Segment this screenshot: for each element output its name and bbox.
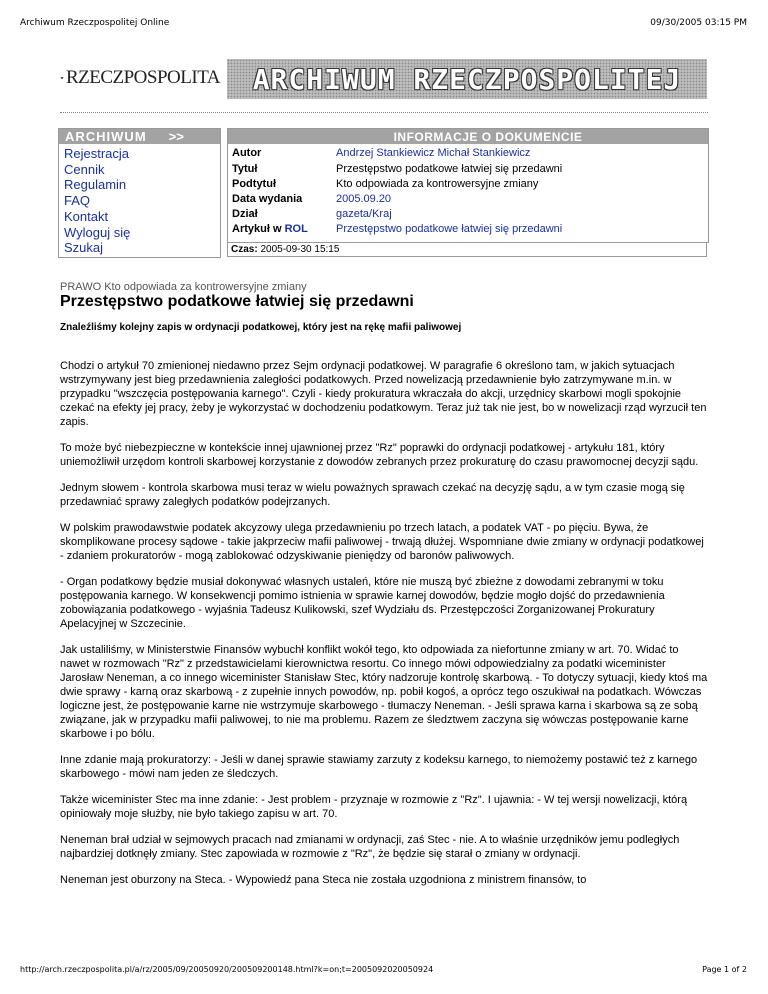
info-value-tytul: Przestępstwo podatkowe łatwiej się przedawni [336, 163, 563, 175]
article-paragraph: - Organ podatkowy będzie musiał dokonywać własnych ustaleń, które nie muszą być zbieżne z dowodami zebranymi w toku postępowania karnego. W konsekwencji pomimo istnienia w sprawie karnej dowodów, będzie mogło dojść do przedawnienia zobowiązania podatkowego - wyjaśnia Tadeusz Kulikowski, szef Wydziału ds. Przestępczości Zorganizowanej Prokuratury Apelacyjnej w Szczecinie. [60, 576, 665, 630]
article-body [60, 359, 710, 899]
article-title: Przestępstwo podatkowe łatwiej się przedawni [60, 293, 414, 310]
info-value-artykul[interactable]: Przestępstwo podatkowe łatwiej się przedawni [336, 223, 563, 235]
print-header-site: Archiwum Rzeczpospolitej Online [20, 18, 170, 28]
info-value-autor[interactable]: Andrzej Stankiewicz Michał Stankiewicz [336, 147, 531, 159]
info-label-tytul: Tytuł [232, 163, 258, 175]
sidebar-list [59, 146, 220, 256]
czas-label: Czas: [231, 244, 258, 255]
sidebar-item-regulamin[interactable]: Regulamin [64, 177, 127, 193]
footer-url: http://arch.rzeczpospolita.pl/a/rz/2005/09/20050920/200509200148.html?k=on;t=2005092020050924 [20, 965, 434, 974]
info-label-artykul [232, 223, 308, 235]
sidebar-title: ARCHIWUM [65, 129, 147, 144]
article-paragraph: Neneman brał udział w sejmowych pracach nad zmianami w ordynacji, zaś Stec - nie. A to właśnie urzędników jemu podległych najbardziej dotknęły zmiany. Stec zapowiada w rozmowie z "Rz", że będzie się starał o zmiany w ordynacji. [60, 834, 680, 860]
article-paragraph: Inne zdanie mają prokuratorzy: - Jeśli w danej sprawie stawiamy zarzuty z kodeksu karnego, to niemożemy postawić też z karnego skarbowego - mówi nam jeden ze śledczych. [60, 754, 698, 780]
sidebar-item-faq[interactable]: FAQ [64, 193, 91, 209]
info-panel-title: INFORMACJE O DOKUMENCIE [228, 129, 708, 144]
info-label-autor: Autor [232, 147, 262, 159]
article-paragraph: W polskim prawodawstwie podatek akcyzowy ulega przedawnieniu po trzech latach, a podatek VAT - po pięciu. Bywa, że skomplikowane procesy sądowe - takie jakprzeciw mafii paliwowej - trwają dłużej. Wspomniane dwie zmiany w ordynacji podatkowej - zdaniem prokuratorów - mogą zablokować odzyskiwanie pieniędzy od baronów paliwowych. [60, 522, 704, 562]
document-info-panel [227, 128, 709, 243]
info-label-data: Data wydania [232, 193, 303, 205]
info-value-podtytul: Kto odpowiada za kontrowersyjne zmiany [336, 178, 539, 190]
sidebar-item-cennik[interactable]: Cennik [64, 161, 105, 177]
sidebar-item-kontakt[interactable]: Kontakt [64, 208, 109, 224]
banner-title: ARCHIWUM RZECZPOSPOLITEJ [252, 62, 682, 96]
archive-banner [227, 59, 707, 99]
article-paragraph: Także wiceminister Stec ma inne zdanie: - Jest problem - przyznaje w rozmowie z "Rz". I ujawnia: - W tej wersji nowelizacji, którą opiniowały moje służby, nie było takiego zapisu w art. 70. [60, 794, 688, 820]
info-label-artykul-prefix: Artykuł w [232, 223, 285, 235]
info-label-dzial: Dział [232, 208, 258, 220]
rzeczpospolita-logo[interactable] [60, 60, 220, 96]
article-paragraph: Jednym słowem - kontrola skarbowa musi teraz w wielu poważnych sprawach czekać na decyzję sądu, a w tym czasie mogą się przedawniać sprawy zaległych podatków podejrzanych. [60, 482, 685, 508]
czas-value: 2005-09-30 15:15 [260, 244, 340, 255]
header-divider [60, 112, 708, 113]
sidebar-item-wyloguj[interactable]: Wyloguj się [64, 224, 131, 240]
sidebar-nav [58, 128, 221, 258]
footer-page: Page 1 of 2 [702, 965, 747, 974]
info-label-podtytul: Podtytuł [232, 178, 276, 190]
article-kicker: PRAWO Kto odpowiada za kontrowersyjne zmiany [60, 281, 307, 293]
logo-text: RZECZPOSPOLITA [65, 67, 220, 88]
rol-link[interactable]: ROL [284, 223, 308, 235]
print-header-datetime: 09/30/2005 03:15 PM [650, 18, 747, 28]
article-paragraph: Chodzi o artykuł 70 zmienionej niedawno przez Sejm ordynacji podatkowej. W paragrafie 6 określono tam, w jakich sytuacjach wstrzymywany jest bieg przedawnienia zaległości podatkowych. Przed nowelizacją przedawnienie było zatrzymywane m.in. w przypadku "wszczęcia postępowania karnego". Czyli - kiedy prokuratura wkraczała do akcji, urzędnicy skarbowi mogli spokojnie czekać na efekty jej pracy, żeby je wykorzystać w dochodzeniu podatkowym. Teraz już tak nie jest, bo w nowelizacji rząd wyrzucił ten zapis. [60, 360, 707, 428]
czas-bar [227, 243, 707, 257]
article-paragraph: To może być niebezpieczne w kontekście innej ujawnionej przez "Rz" poprawki do ordynacji podatkowej - artykułu 181, który uniemożliwił urzędom kontroli skarbowej korzystanie z dowodów zebranych przez prokuraturę do czasu prawomocnej decyzji sądu. [60, 442, 699, 468]
article-paragraph: Neneman jest oburzony na Steca. - Wypowiedź pana Steca nie została uzgodniona z ministrem finansów, to [60, 874, 587, 886]
info-value-data[interactable]: 2005.09.20 [336, 193, 392, 205]
sidebar-arrow[interactable]: >> [168, 129, 184, 144]
sidebar-item-szukaj[interactable]: Szukaj [64, 240, 104, 256]
article-paragraph: Jak ustaliliśmy, w Ministerstwie Finansów wybuchł konflikt wokół tego, kto odpowiada za niefortunne zmiany w art. 70. Widać to nawet w rozmowach "Rz" z przedstawicielami kierownictwa resortu. Co innego mówi odpowiedzialny za podatki wiceminister Jarosław Neneman, a co innego wiceminister Stanisław Stec, który nadzoruje kontrolę skarbową. - To dotyczy sytuacji, kiedy ktoś ma dwie sprawy - karną oraz skarbową - z zupełnie innych powodów, np. pobił kogoś, a oprócz tego oszukiwał na podatkach. Wówczas logiczne jest, że postępowanie karne nie wstrzymuje skarbowego - tłumaczy Neneman. - Jeśli sprawa karna i skarbowa są ze sobą związane, jak w przypadku mafii paliwowej, to nie ma problemu. Razem ze śledztwem zaczyna się wówczas postępowanie karne skarbowe i po bólu. [60, 644, 708, 740]
article-lead: Znaleźliśmy kolejny zapis w ordynacji podatkowej, który jest na rękę mafii paliwowej [60, 322, 462, 333]
sidebar-header [59, 129, 220, 144]
info-value-dzial[interactable]: gazeta/Kraj [336, 208, 392, 220]
sidebar-item-rejestracja[interactable]: Rejestracja [64, 146, 130, 161]
eagle-icon [60, 67, 64, 89]
